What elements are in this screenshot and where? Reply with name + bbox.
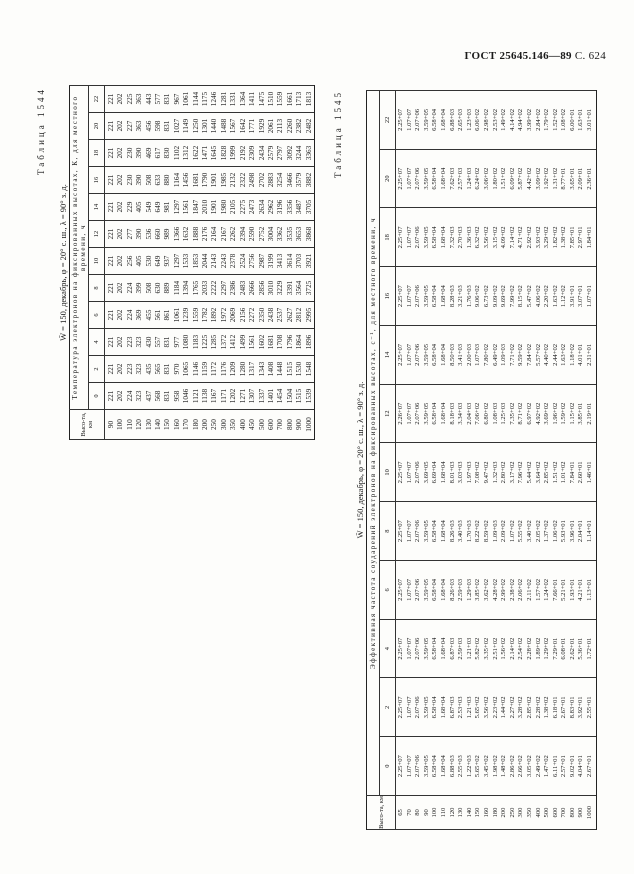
value-column: 221 202 229 405 549 649 981 1297 1561 1847 2010 1901 1980 2105 2275 2473 2634 2962 3196 3356 3487 3705 <box>105 194 315 221</box>
value-column: 2.25+07 1.07+07 2.07+06 3.59+05 6.58+04 1.68+04 6.87+03 2.59+03 1.21+03 5.82+02 3.35+02 2.51+02 1.56+02 2.14+02 2.54+02 2.28+02 1.89+02 1.29+02 7.29+01 6.08+01 2.62+01 5.36+01 1.72+01 <box>396 619 597 678</box>
hour-header: 20 <box>89 113 105 140</box>
hour-header: 4 <box>89 329 105 356</box>
value-column: 221 202 230 390 508 633 880 1164 1456 1681 1790 1901 1985 2132 2322 2498 2702 2883 3254 3466 3579 3882 <box>105 167 315 194</box>
value-column: 2.25+07 1.07+07 2.07+06 3.59+05 6.58+04 1.68+04 8.50+03 3.41+03 2.00+03 1.07+03 7.80+02 6.49+02 1.09+03 7.71+02 9.59+02 7.84+02 5.57+02 4.40+02 2.44+02 1.63+02 1.18+02 4.01+01 2.31+01 <box>396 326 597 385</box>
hour-header: 14 <box>89 194 105 221</box>
hour-header: 6 <box>89 302 105 329</box>
table-1545 <box>333 90 625 830</box>
value-column: 221 202 224 323 437 568 831 958 1046 1121 1138 1167 1171 1202 1271 1307 1337 1401 1454 1504 1515 1539 <box>105 383 315 410</box>
hour-header: 6 <box>380 561 396 620</box>
hour-header: 10 <box>89 248 105 275</box>
hour-header: 14 <box>380 326 396 385</box>
value-column: 2.25+07 1.07+07 2.07+06 3.59+05 6.58+04 1.68+04 8.28+03 3.21+03 1.76+03 9.06+02 6.73+02 9.09+02 9.69+02 7.99+02 8.15+02 5.47+02 4.06+02 2.20+02 1.63+02 1.12+02 3.91+01 3.07+01 1.07+01 <box>396 267 597 326</box>
height-column: 90 100 110 120 130 140 150 160 170 180 200 250 300 350 400 450 500 600 700 800 900 1000 <box>105 410 315 440</box>
value-column: 2.26+07 1.07+07 2.07+06 3.59+05 6.58+04 1.68+04 8.18+03 3.34+03 2.04+03 7.06+02 6.80+02 1.08+03 1.25+03 7.35+02 8.71+02 6.97+02 4.92+02 3.69+02 1.96+02 1.59+02 1.15+02 3.85+01 2.19+01 <box>396 384 597 443</box>
value-column: 2.25+07 1.07+07 2.07+06 3.69+05 6.69+04 1.68+04 8.01+03 3.03+03 1.97+03 7.08+02 9.47+02 1.32+03 2.80+02 3.17+02 7.96+02 5.44+02 3.64+02 2.85+02 1.51+02 1.01+02 7.84+01 2.60+01 1.46+01 <box>396 443 597 502</box>
hour-header: 12 <box>89 221 105 248</box>
value-column: 2.25+07 1.07+07 2.07+06 3.59+05 6.58+04 1.68+04 8.26+03 3.40+03 1.70+03 8.22+02 8.59+02 1.09+03 2.09+02 1.07+02 5.55+02 3.40+02 2.05+02 1.37+02 1.06+02 5.93+01 3.96+01 2.04+01 1.14+01 <box>396 502 597 561</box>
page-number: С. 624 <box>574 50 606 62</box>
table-row <box>105 86 315 440</box>
table-subtitle: Эффективная частота соударений электронов на фиксированных высотах, с⁻¹, для местного времени, ч <box>367 91 380 796</box>
hour-header: 0 <box>89 383 105 410</box>
height-header: Высо-та, км <box>70 410 105 440</box>
hour-header: 8 <box>380 502 396 561</box>
table-row <box>396 91 597 830</box>
value-column: 221 202 223 323 435 565 831 970 1065 1146 1159 1172 1176 1209 1280 1317 1343 1408 1448 1515 1530 1548 <box>105 356 315 383</box>
hour-header: 20 <box>380 149 396 208</box>
value-column: 2.25+07 1.07+07 2.07+06 3.59+05 6.58+04 1.68+04 6.87+03 2.53+03 1.21+03 5.65+02 3.56+02 2.23+02 1.44+02 2.27+02 3.28+02 2.85+02 2.28+02 1.38+02 6.18+01 2.67+01 8.83+01 3.92+01 2.55+01 <box>396 678 597 737</box>
value-column: 221 202 224 369 455 561 861 1061 1239 1559 1782 1892 1972 2069 2156 2272 2350 2438 2537 2627 2812 2995 <box>105 302 315 329</box>
gost-code: ГОСТ 25645.146—89 <box>464 50 572 62</box>
hour-header: 4 <box>380 619 396 678</box>
value-column: 2.25+07 1.07+07 2.07+06 3.59+05 6.58+04 1.68+04 6.88+03 2.55+03 1.22+03 5.65+02 3.45+02 1.98+02 1.48+02 2.86+02 2.66+02 3.05+02 2.49+02 1.47+02 6.11+01 2.57+01 9.02+01 4.04+01 2.67+01 <box>396 737 597 796</box>
hour-header: 2 <box>89 356 105 383</box>
height-column: 65 70 80 90 100 110 120 130 140 150 160 180 200 250 300 350 400 500 600 700 800 900 1000 <box>396 796 597 830</box>
hour-header: 8 <box>89 275 105 302</box>
table-conditions: W̄ = 150, декабрь, φ = 20° с. ш., λ = 90° з. д. <box>355 381 365 539</box>
data-table <box>69 85 315 440</box>
value-column: 221 202 224 399 508 630 889 1184 1394 1765 2033 2222 2297 2386 2483 2666 2856 3010 3229 3391 3564 3725 <box>105 275 315 302</box>
hour-header: 22 <box>89 86 105 113</box>
hour-header: 18 <box>380 208 396 267</box>
table-caption: Таблица 1544 <box>36 87 46 175</box>
value-column: 221 202 256 405 530 649 937 1297 1533 1853 2044 2143 2243 2378 2524 2756 2987 3199 3413 3614 3703 3921 <box>105 248 315 275</box>
hour-header: 10 <box>380 443 396 502</box>
hour-header: 16 <box>380 267 396 326</box>
table-caption: Таблица 1545 <box>333 90 343 178</box>
value-column: 2.25+07 1.07+07 2.07+06 3.59+05 6.58+04 1.68+04 6.88+03 2.65+03 1.23+03 6.06+02 2.98+02 2.53+02 1.49+02 4.14+02 4.94+02 3.99+02 2.84+02 1.79+02 1.52+02 1.08+02 6.00+01 1.63+01 3.01+01 <box>396 91 597 150</box>
table-subtitle: Температура электронов на фиксированных высотах, К, для местного времени, ч <box>70 86 89 410</box>
value-column: 221 202 225 363 443 577 831 967 1061 1144 1175 1246 1281 1331 1364 1411 1475 1510 1559 1661 1713 1813 <box>105 86 315 113</box>
value-column: 221 202 227 363 456 598 831 1027 1149 1250 1301 1440 1488 1567 1642 1771 1929 2061 2113 2260 2382 2482 <box>105 113 315 140</box>
value-column: 2.25+07 1.07+07 2.07+06 3.59+05 6.58+04 1.68+04 7.32+03 2.70+03 1.36+03 6.32+02 3.56+02 3.15+02 4.09+02 7.14+02 4.71+02 2.92+02 3.93+02 3.29+02 1.82+02 1.38+02 7.85+01 2.97+01 1.84+01 <box>396 208 597 267</box>
value-column: 2.25+07 1.07+07 2.07+06 3.59+05 6.58+04 1.68+04 7.62+03 2.57+03 1.24+03 6.24+02 3.06+02 1.80+02 1.51+02 6.09+02 5.87+02 4.42+02 3.09+02 1.92+02 1.31+02 8.77+01 3.65+01 2.09+01 2.36+01 <box>396 149 597 208</box>
value-column: 2.25+07 1.07+07 2.07+06 3.59+05 6.58+04 1.68+04 8.26+03 2.59+03 1.29+03 3.85+02 3.62+02 4.28+02 2.99+02 2.38+02 2.06+02 2.11+02 1.57+02 1.24+02 7.66+01 5.21+01 1.93+01 4.21+01 1.13+01 <box>396 561 597 620</box>
hour-header: 0 <box>380 737 396 796</box>
table-conditions: W̄ = 150, декабрь, φ = 20° с. ш., λ = 90° з. д. <box>58 184 68 341</box>
hour-header: 16 <box>89 167 105 194</box>
page-header <box>465 50 607 62</box>
height-header: Высо-та, км <box>367 796 396 830</box>
hour-header: 2 <box>380 678 396 737</box>
data-table <box>366 90 597 830</box>
hour-header: 12 <box>380 384 396 443</box>
value-column: 221 202 277 390 536 660 989 1366 1632 1888 2176 2164 2167 2262 2394 2590 2752 3004 3362 3535 3653 3868 <box>105 221 315 248</box>
value-column: 221 202 230 390 469 617 830 1102 1312 1622 1471 1645 1828 1999 2192 2309 2434 2579 2797 3092 3244 3363 <box>105 140 315 167</box>
value-column: 221 202 223 323 430 557 831 977 1080 1183 1225 1285 1372 1412 1499 1561 1602 1681 1708 1796 1864 1896 <box>105 329 315 356</box>
hour-header: 22 <box>380 91 396 150</box>
hour-header: 18 <box>89 140 105 167</box>
